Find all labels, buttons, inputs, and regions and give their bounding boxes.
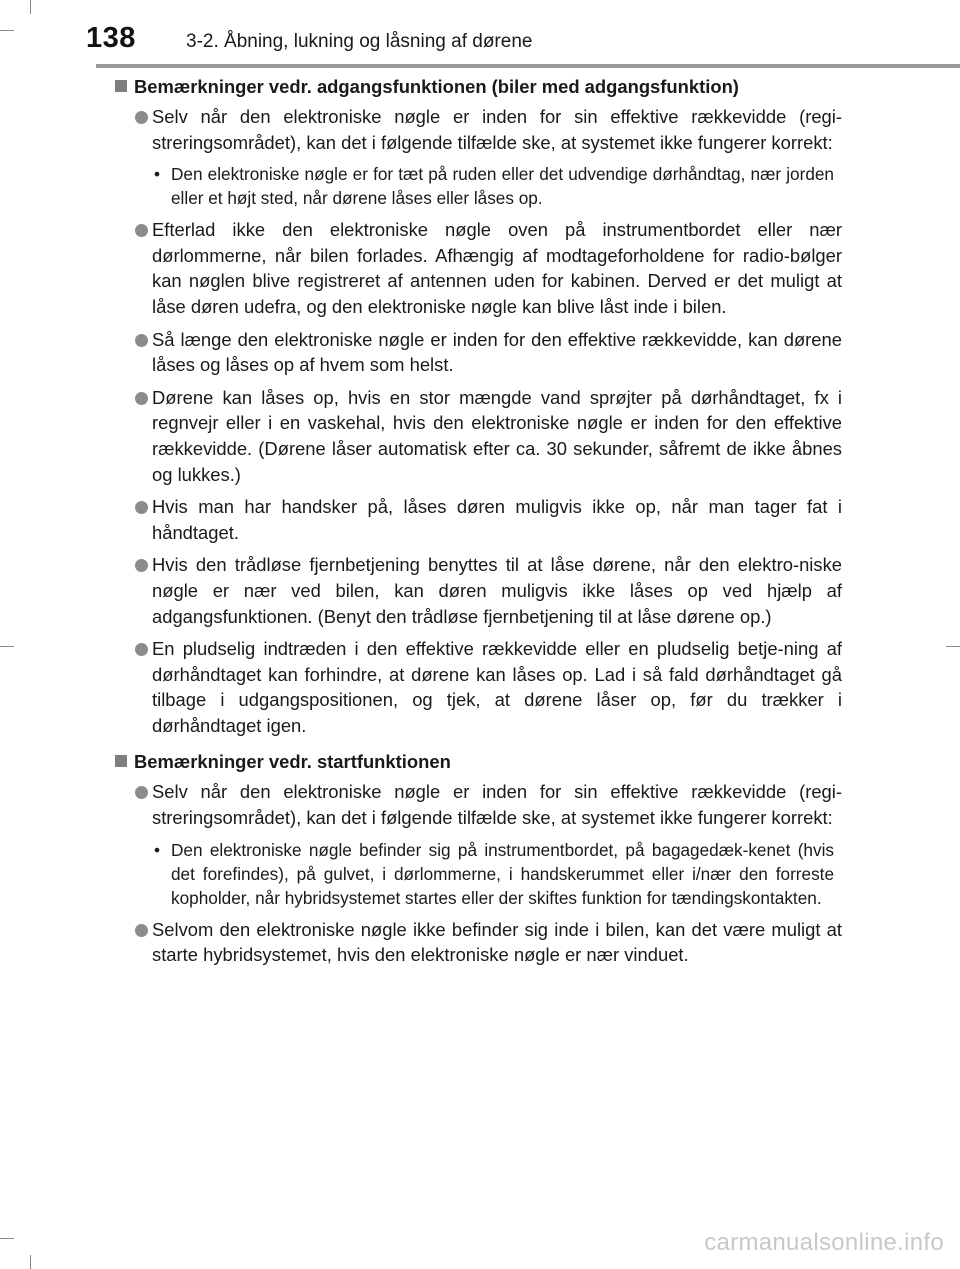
list-item-text: Så længe den elektroniske nøgle er inden for den effektive rækkevidde, kan dørene låses og låses op af hvem som helst. <box>152 328 842 376</box>
round-bullet-icon <box>135 392 148 405</box>
list-item-text: Hvis man har handsker på, låses døren muligvis ikke op, når man tager fat i håndtaget. <box>152 496 842 543</box>
sub-list-item-text: Den elektroniske nøgle befinder sig på instrumentbordet, på bagagedæk-kenet (hvis det forefindes), på gulvet, i dørlommerne, i handskerummet eller i/nær den forreste kopholder, når hybridsystemet startes eller der skiftes funktion for tændingskontakten. <box>171 839 834 908</box>
round-bullet-icon <box>135 111 148 124</box>
chapter-title: 3-2. Åbning, lukning og låsning af dørene <box>186 31 533 52</box>
watermark: carmanualsonline.info <box>704 1229 944 1256</box>
list-item <box>114 779 842 830</box>
round-bullet-icon <box>135 786 148 799</box>
list-item <box>114 385 842 487</box>
round-bullet-icon <box>135 224 148 237</box>
list-item-text: Selvom den elektroniske nøgle ikke befinder sig inde i bilen, kan det være muligt at starte hybridsystemet, hvis den elektroniske nøgle er nær vinduet. <box>152 918 842 966</box>
page-number: 138 <box>86 22 136 54</box>
list-item-text: Efterlad ikke den elektroniske nøgle oven på instrumentbordet eller nær dørlommerne, når bilen forlades. Afhængig af modtageforholdene for radio-bølger kan nøglen blive registreret af antennen uden for kabinen. Derved er det muligt at låse døren udefra, og den elektroniske nøgle kan blive låst inde i bilen. <box>152 219 842 317</box>
list-item <box>114 217 842 319</box>
round-bullet-icon <box>135 501 148 514</box>
section-heading <box>114 74 842 99</box>
crop-mark <box>0 1238 14 1239</box>
list-item <box>114 636 842 738</box>
sub-list-item <box>114 838 842 910</box>
sub-list-item <box>114 162 842 210</box>
list-item-text: En pludselig indtræden i den effektive rækkevidde eller en pludselig betje-ning af dørhåndtaget kan forhindre, at dørene kan låses op. Lad i så fald dørhåndtaget gå tilbage i udgangspositionen, og tjek, at dørene låser op, før du trækker i dørhåndtaget igen. <box>152 638 842 736</box>
header-rule <box>96 64 960 68</box>
square-bullet-icon <box>115 755 127 767</box>
list-item-text: Selv når den elektroniske nøgle er inden for sin effektive rækkevidde (regi-streringsområdet), kan det i følgende tilfælde ske, at systemet ikke fungerer korrekt: <box>152 106 842 153</box>
section-heading <box>114 749 842 774</box>
section-heading-text: Bemærkninger vedr. startfunktionen <box>134 751 451 773</box>
crop-mark <box>0 646 14 647</box>
round-bullet-icon <box>135 559 148 572</box>
list-item <box>114 104 842 155</box>
small-bullet-icon: • <box>154 164 161 185</box>
square-bullet-icon <box>115 80 127 92</box>
small-bullet-icon: • <box>154 839 161 860</box>
crop-mark <box>946 646 960 647</box>
section-heading-text: Bemærkninger vedr. adgangsfunktionen (biler med adgangsfunktion) <box>134 76 739 97</box>
list-item-text: Dørene kan låses op, hvis en stor mængde vand sprøjter på dørhåndtaget, fx i regnvejr eller i en vaskehal, hvis den elektroniske nøgle er inden for den effektive rækkevidde. (Dørene låser automatisk efter ca. 30 sekunder, såfremt de ikke åbnes og lukkes.) <box>152 386 842 485</box>
list-item-text: Selv når den elektroniske nøgle er inden for sin effektive rækkevidde (regi-streringsområdet), kan det i følgende tilfælde ske, at systemet ikke fungerer korrekt: <box>152 781 842 829</box>
list-item <box>114 552 842 629</box>
page-content <box>114 74 842 975</box>
list-item-text: Hvis den trådløse fjernbetjening benyttes til at låse dørene, når den elektro-niske nøgle er nær ved bilen, kan døren muligvis ikke låses op ved hjælp af adgangsfunktionen. (Benyt den trådløse fjernbetjening til at låse dørene op.) <box>152 554 842 627</box>
list-item <box>114 917 842 968</box>
list-item <box>114 327 842 378</box>
list-item <box>114 494 842 545</box>
round-bullet-icon <box>135 643 148 656</box>
sub-list-item-text: Den elektroniske nøgle er for tæt på ruden eller det udvendige dørhåndtag, nær jorden eller et højt sted, når dørene låses eller låses op. <box>171 164 834 209</box>
round-bullet-icon <box>135 334 148 347</box>
crop-mark <box>30 1255 31 1269</box>
page-header <box>0 0 960 66</box>
round-bullet-icon <box>135 924 148 937</box>
